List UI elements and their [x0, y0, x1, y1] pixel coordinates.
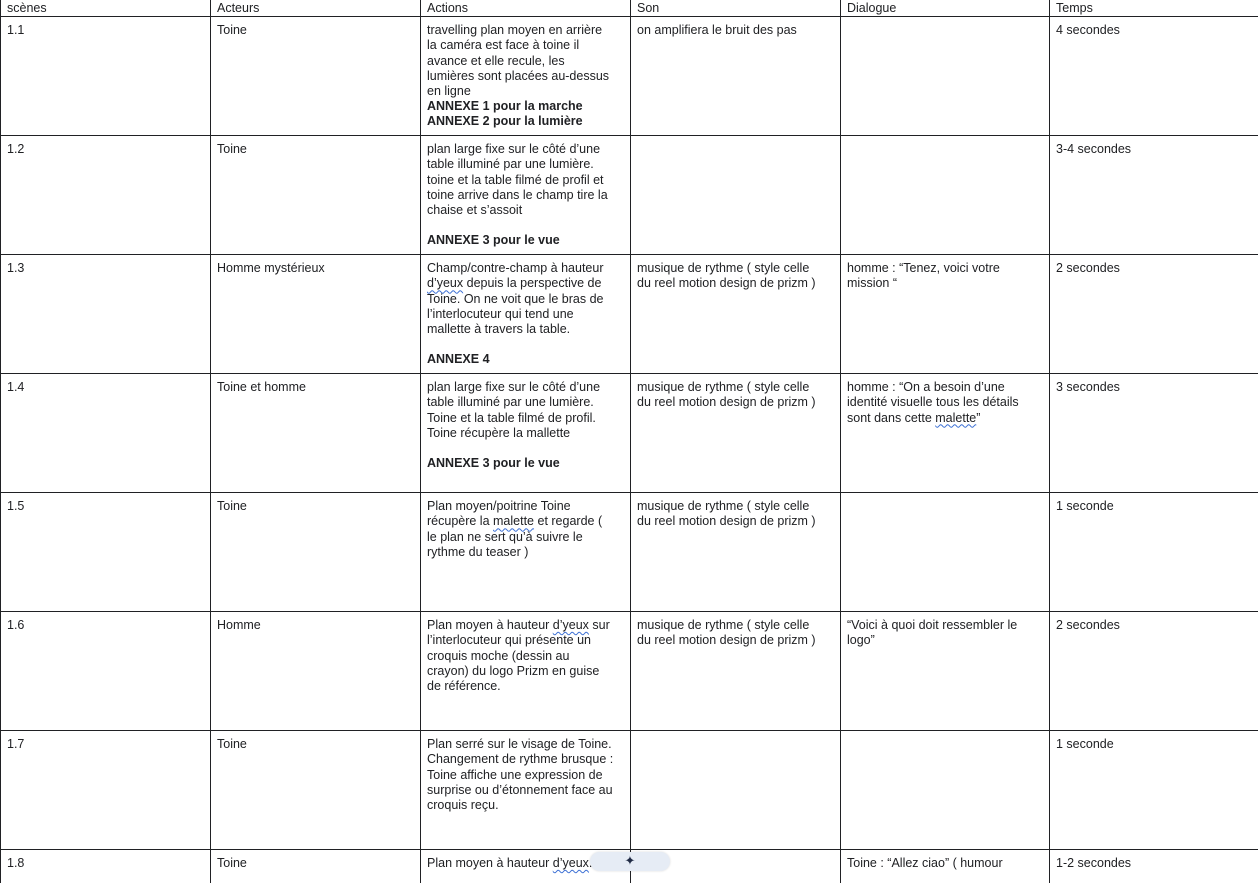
sound-line: du reel motion design de prizm ): [637, 276, 816, 291]
blank-line: [427, 441, 624, 456]
cell-actors[interactable]: [211, 731, 421, 850]
cell-time[interactable]: [1050, 374, 1258, 493]
cell-time[interactable]: [1050, 136, 1258, 255]
header-row: [1, 0, 1258, 17]
header-scenes[interactable]: scènes: [1, 0, 211, 17]
sound-line: du reel motion design de prizm ): [637, 395, 816, 410]
cell-time[interactable]: [1050, 850, 1258, 883]
annexe-reference: ANNEXE 4: [427, 352, 490, 367]
sound-line: musique de rythme ( style celle: [637, 618, 810, 633]
cell-sound[interactable]: [631, 374, 841, 493]
cell-scene[interactable]: [1, 136, 211, 255]
cell-actions[interactable]: [421, 731, 631, 850]
action-line: toine arrive dans le champ tire la: [427, 187, 608, 202]
table-row: [1, 374, 1258, 493]
scene-number: 1.4: [7, 380, 25, 395]
action-line: l’interlocuteur qui tend une: [427, 306, 574, 321]
cell-scene[interactable]: [1, 374, 211, 493]
dialogue-line: sont dans cette malette”: [847, 410, 981, 425]
action-line: récupère la malette et regarde (: [427, 514, 603, 529]
dialogue-line: “Voici à quoi doit ressembler le: [847, 618, 1018, 633]
scene-number: 1.8: [7, 856, 25, 871]
action-line: Plan moyen à hauteur d’yeux sur: [427, 618, 610, 633]
action-line: table illuminé par une lumière.: [427, 395, 594, 410]
action-line: surprise ou d’étonnement face au: [427, 782, 613, 797]
actors-text: Toine: [217, 23, 247, 38]
cell-time[interactable]: [1050, 17, 1258, 136]
spellcheck-flag[interactable]: malette: [493, 514, 535, 529]
cell-dialogue[interactable]: [841, 374, 1050, 493]
duration-text: 3 secondes: [1056, 380, 1120, 395]
spellcheck-flag[interactable]: d’yeux: [427, 276, 464, 291]
action-line: plan large fixe sur le côté d’une: [427, 142, 601, 157]
table-row: [1, 731, 1258, 850]
ai-assist-button[interactable]: [590, 852, 670, 871]
cell-time[interactable]: [1050, 255, 1258, 374]
action-line: plan large fixe sur le côté d’une: [427, 380, 601, 395]
actors-text: Homme mystérieux: [217, 261, 325, 276]
cell-sound[interactable]: [631, 136, 841, 255]
cell-actors[interactable]: [211, 493, 421, 612]
action-line: Toine. On ne voit que le bras de: [427, 291, 604, 306]
header-actions[interactable]: Actions: [421, 0, 631, 17]
spellcheck-flag[interactable]: d’yeux: [552, 856, 589, 871]
cell-sound[interactable]: [631, 612, 841, 731]
cell-actions[interactable]: [421, 612, 631, 731]
action-line: la caméra est face à toine il: [427, 38, 580, 53]
action-line: crayon) du logo Prizm en guise: [427, 663, 600, 678]
actors-text: Toine: [217, 856, 247, 871]
annexe-reference: ANNEXE 3 pour le vue: [427, 456, 560, 471]
cell-scene[interactable]: [1, 255, 211, 374]
cell-actions[interactable]: [421, 255, 631, 374]
table-row: [1, 17, 1258, 136]
sparkle-icon: ✦: [624, 854, 636, 869]
action-line: lumières sont placées au-dessus: [427, 68, 610, 83]
cell-sound[interactable]: [631, 17, 841, 136]
annexe-reference: ANNEXE 1 pour la marche: [427, 99, 583, 114]
table-row: [1, 493, 1258, 612]
actors-text: Toine: [217, 499, 247, 514]
action-line: Toine et la table filmé de profil.: [427, 410, 596, 425]
duration-text: 2 secondes: [1056, 618, 1120, 633]
sound-line: du reel motion design de prizm ): [637, 514, 816, 529]
header-actors[interactable]: Acteurs: [211, 0, 421, 17]
cell-scene[interactable]: [1, 850, 211, 883]
action-line: rythme du teaser ): [427, 544, 529, 559]
sound-line: musique de rythme ( style celle: [637, 499, 810, 514]
actors-text: Homme: [217, 618, 261, 633]
table-row: [1, 136, 1258, 255]
table-row: [1, 612, 1258, 731]
cell-actors[interactable]: [211, 612, 421, 731]
action-line: le plan ne sert qu’à suivre le: [427, 529, 583, 544]
dialogue-line: homme : “On a besoin d’une: [847, 380, 1005, 395]
scene-number: 1.1: [7, 23, 25, 38]
action-line: Plan serré sur le visage de Toine.: [427, 737, 612, 752]
blank-line: [427, 337, 624, 352]
cell-scene[interactable]: [1, 17, 211, 136]
dialogue-line: Toine : “Allez ciao” ( humour: [847, 856, 1003, 871]
cell-time[interactable]: [1050, 731, 1258, 850]
cell-sound[interactable]: [631, 731, 841, 850]
cell-time[interactable]: [1050, 493, 1258, 612]
action-line: l’interlocuteur qui présente un: [427, 633, 591, 648]
duration-text: 1 seconde: [1056, 499, 1114, 514]
header-sound[interactable]: Son: [631, 0, 841, 17]
action-line: chaise et s’assoit: [427, 203, 523, 218]
actors-text: Toine et homme: [217, 380, 306, 395]
action-line: avance et elle recule, les: [427, 53, 565, 68]
scene-number: 1.5: [7, 499, 25, 514]
sound-line: musique de rythme ( style celle: [637, 380, 810, 395]
scene-number: 1.7: [7, 737, 25, 752]
annexe-reference: ANNEXE 2 pour la lumière: [427, 114, 583, 129]
spellcheck-flag[interactable]: malette: [935, 410, 977, 425]
cell-dialogue[interactable]: [841, 850, 1050, 883]
duration-text: 3-4 secondes: [1056, 142, 1132, 157]
cell-actions[interactable]: [421, 374, 631, 493]
spellcheck-flag[interactable]: d’yeux: [552, 618, 589, 633]
cell-actors[interactable]: [211, 255, 421, 374]
duration-text: 1-2 secondes: [1056, 856, 1132, 871]
actors-text: Toine: [217, 142, 247, 157]
cell-scene[interactable]: [1, 493, 211, 612]
action-line: mallette à travers la table.: [427, 322, 571, 337]
cell-sound[interactable]: [631, 255, 841, 374]
scene-number: 1.6: [7, 618, 25, 633]
cell-actors[interactable]: [211, 136, 421, 255]
action-line: Toine récupère la mallette: [427, 425, 571, 440]
cell-sound[interactable]: [631, 493, 841, 612]
action-line: toine et la table filmé de profil et: [427, 172, 604, 187]
sound-line: du reel motion design de prizm ): [637, 633, 816, 648]
cell-dialogue[interactable]: [841, 731, 1050, 850]
cell-actors[interactable]: [211, 850, 421, 883]
scene-number: 1.3: [7, 261, 25, 276]
dialogue-line: identité visuelle tous les détails: [847, 395, 1019, 410]
dialogue-line: mission “: [847, 276, 898, 291]
duration-text: 1 seconde: [1056, 737, 1114, 752]
action-line: Champ/contre-champ à hauteur: [427, 261, 604, 276]
cell-dialogue[interactable]: [841, 17, 1050, 136]
action-line: en ligne: [427, 84, 471, 99]
blank-line: [427, 218, 624, 233]
action-line: table illuminé par une lumière.: [427, 157, 594, 172]
header-time[interactable]: Temps: [1050, 0, 1258, 17]
action-line: croquis reçu.: [427, 798, 499, 813]
action-line: Plan moyen à hauteur d’yeux: [427, 856, 589, 871]
cell-actors[interactable]: [211, 374, 421, 493]
cell-actions[interactable]: [421, 136, 631, 255]
duration-text: 2 secondes: [1056, 261, 1120, 276]
action-line: d’yeux depuis la perspective de: [427, 276, 602, 291]
dialogue-line: logo”: [847, 633, 875, 648]
cell-dialogue[interactable]: [841, 612, 1050, 731]
table-row: [1, 255, 1258, 374]
cell-actions[interactable]: [421, 17, 631, 136]
cell-actions[interactable]: [421, 493, 631, 612]
sound-line: musique de rythme ( style celle: [637, 261, 810, 276]
action-line: Changement de rythme brusque :: [427, 752, 614, 767]
header-dialogue[interactable]: Dialogue: [841, 0, 1050, 17]
action-line: travelling plan moyen en arrière: [427, 23, 603, 38]
sound-line: on amplifiera le bruit des pas: [637, 23, 797, 38]
actors-text: Toine: [217, 737, 247, 752]
action-line: Toine affiche une expression de: [427, 767, 603, 782]
cell-dialogue[interactable]: [841, 136, 1050, 255]
action-line: Plan moyen/poitrine Toine: [427, 499, 571, 514]
annexe-reference: ANNEXE 3 pour le vue: [427, 233, 560, 248]
cell-scene[interactable]: [1, 612, 211, 731]
duration-text: 4 secondes: [1056, 23, 1120, 38]
cell-time[interactable]: [1050, 612, 1258, 731]
cell-dialogue[interactable]: [841, 255, 1050, 374]
scene-number: 1.2: [7, 142, 25, 157]
cell-dialogue[interactable]: [841, 493, 1050, 612]
cell-scene[interactable]: [1, 731, 211, 850]
action-line: de référence.: [427, 679, 501, 694]
cell-actors[interactable]: [211, 17, 421, 136]
dialogue-line: homme : “Tenez, voici votre: [847, 261, 1000, 276]
action-line: croquis moche (dessin au: [427, 648, 570, 663]
